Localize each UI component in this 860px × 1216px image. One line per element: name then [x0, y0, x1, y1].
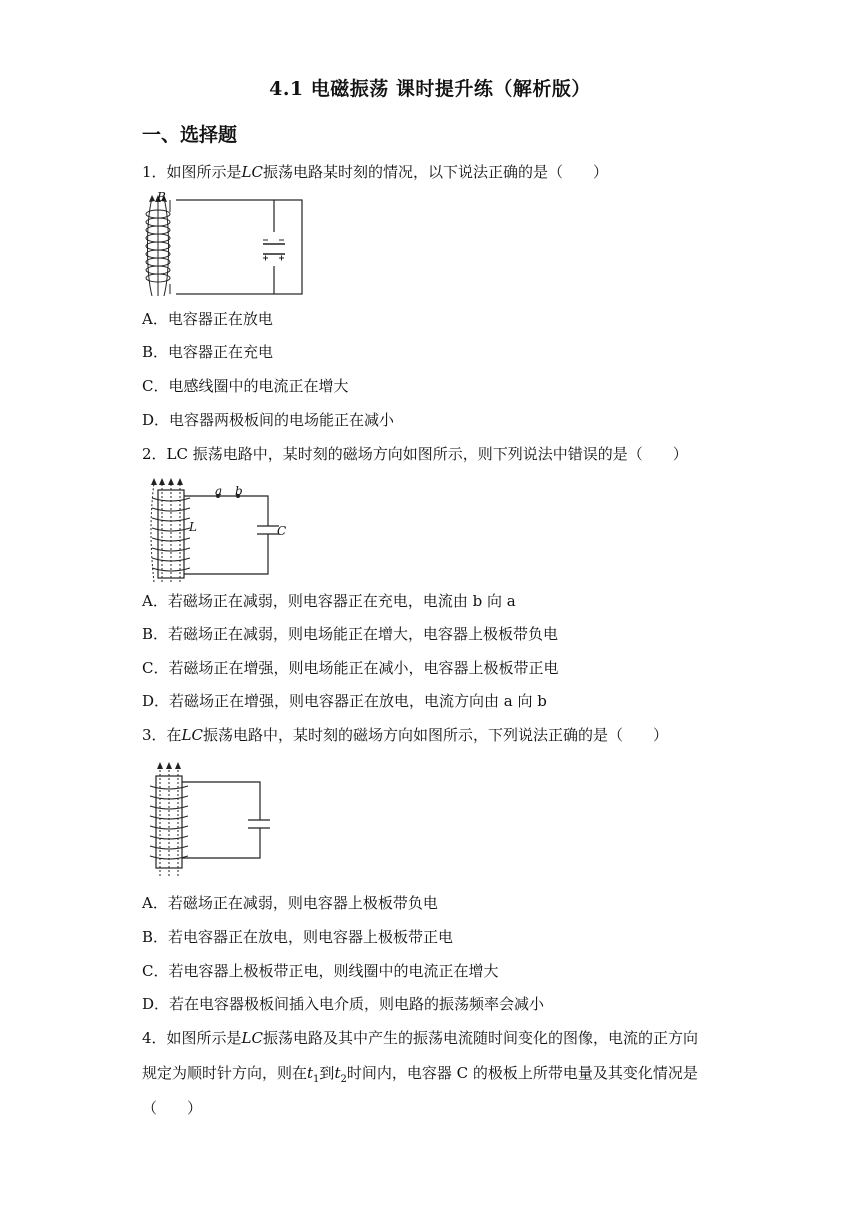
- q3-circuit-figure: [146, 760, 270, 878]
- q4-line1-pre: 4．如图所示是: [142, 1029, 242, 1047]
- q2-option-b: B．若磁场正在减弱，则电场能正在增大，电容器上极板带负电: [142, 625, 559, 643]
- q4-t2-sub: 2: [340, 1074, 347, 1085]
- q3-option-b: B．若电容器正在放电，则电容器上极板带正电: [142, 928, 454, 946]
- q1-option-d: D．电容器两极板间的电场能正在减小: [142, 411, 395, 429]
- q4-line1-post: 振荡电路及其中产生的振荡电流随时间变化的图像，电流的正方向: [263, 1029, 699, 1047]
- q4-t1: t: [307, 1064, 314, 1082]
- q4-line2-post: 时间内，电容器 C 的极板上所带电量及其变化情况是: [346, 1064, 698, 1082]
- q1-option-c: C．电感线圈中的电流正在增大: [142, 377, 349, 395]
- q1-stem-pre: 1．如图所示是: [142, 163, 242, 181]
- q4-t1-sub: 1: [313, 1074, 320, 1085]
- q1-label-b: B: [157, 190, 166, 204]
- q3-option-d: D．若在电容器极板间插入电介质，则电路的振荡频率会减小: [142, 995, 545, 1013]
- q3-stem-lc: LC: [181, 726, 203, 744]
- question-1-stem: [142, 161, 608, 183]
- q3-stem-post: 振荡电路中，某时刻的磁场方向如图所示，下列说法正确的是（ ）: [203, 726, 669, 744]
- q3-option-c: C．若电容器上极板带正电，则线圈中的电流正在增大: [142, 962, 499, 980]
- q2-option-c: C．若磁场正在增强，则电场能正在减小，电容器上极板带正电: [142, 659, 559, 677]
- question-4-stem-line3: （ ）: [142, 1099, 203, 1117]
- q4-line2-pre: 规定为顺时针方向，则在: [142, 1064, 308, 1082]
- q3-stem-pre: 3．在: [142, 726, 182, 744]
- q2-option-d: D．若磁场正在增强，则电容器正在放电，电流方向由 a 向 b: [142, 692, 547, 710]
- q2-label-a: a: [215, 484, 223, 498]
- q2-label-c: C: [277, 524, 287, 538]
- q3-option-a: A．若磁场正在减弱，则电容器上极板带负电: [142, 894, 438, 912]
- q1-option-b: B．电容器正在充电: [142, 343, 274, 361]
- question-2-stem: 2．LC 振荡电路中，某时刻的磁场方向如图所示，则下列说法中错误的是（ ）: [142, 445, 688, 463]
- q4-line1-lc: LC: [241, 1029, 263, 1047]
- question-4-stem-line1: [142, 1027, 698, 1049]
- q4-t2: t: [334, 1064, 341, 1082]
- q2-label-l: L: [189, 520, 197, 534]
- section-heading: 一、选择题: [142, 124, 238, 146]
- q4-line2-mid: 到: [319, 1064, 335, 1082]
- q1-option-a: A．电容器正在放电: [142, 310, 273, 328]
- q1-circuit-figure: [140, 192, 310, 300]
- question-4-stem-line2: [142, 1062, 698, 1091]
- page-title: 4.1 电磁振荡 课时提升练（解析版）: [269, 78, 591, 100]
- question-3-stem: [142, 724, 668, 746]
- q1-stem-post: 振荡电路某时刻的情况，以下说法正确的是（ ）: [263, 163, 609, 181]
- q2-label-b: b: [235, 484, 243, 498]
- q1-stem-lc: LC: [241, 163, 263, 181]
- q2-option-a: A．若磁场正在减弱，则电容器正在充电，电流由 b 向 a: [142, 592, 516, 610]
